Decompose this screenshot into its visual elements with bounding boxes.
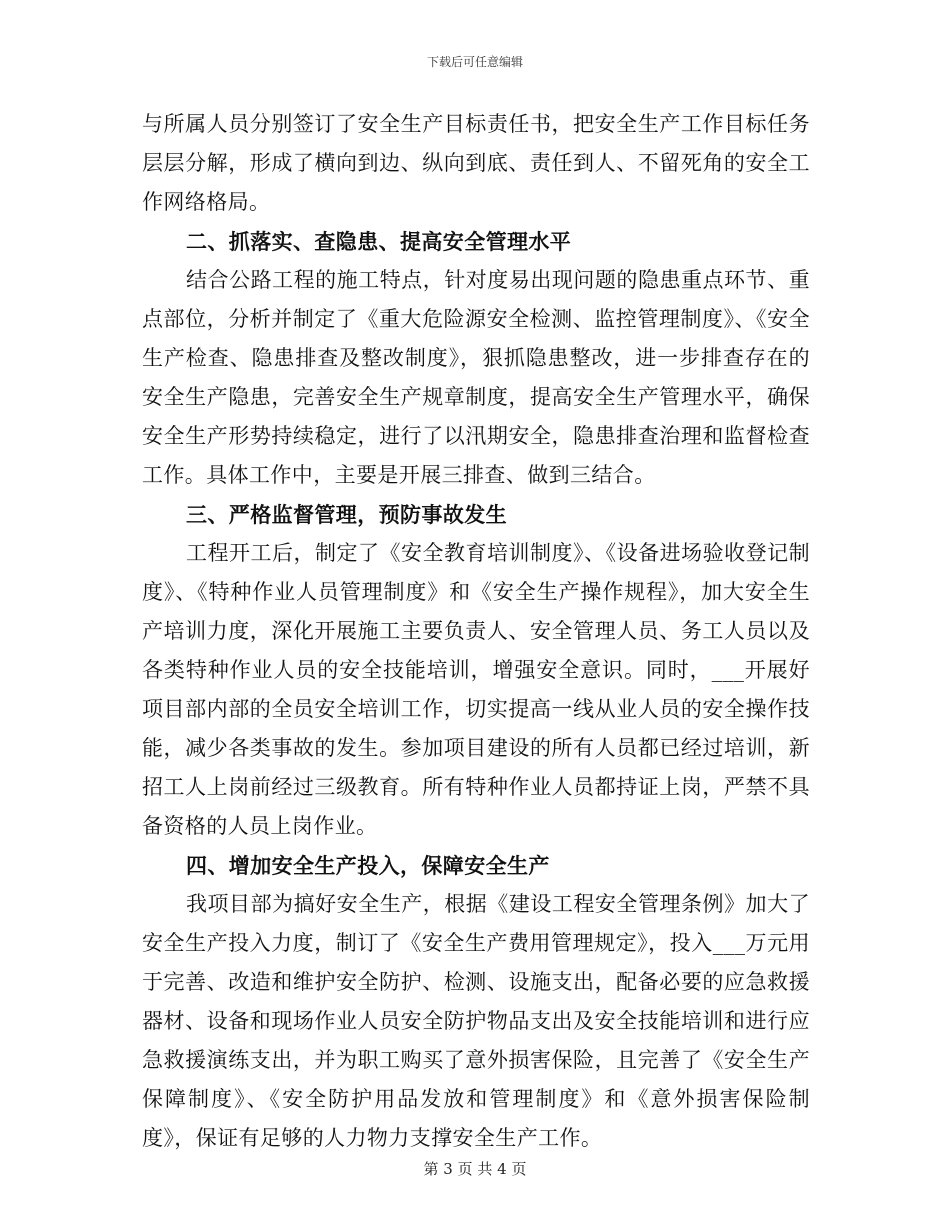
paragraph-investment: 我项目部为搞好安全生产，根据《建设工程安全管理条例》加大了安全生产投入力度，制订了《安全生产费用管理规定》，投入___万元用于完善、改造和维护安全防护、检测、设施支出，配备必要的应急救援器材、设备和现场作业人员安全防护物品支出及安全技能培训和进行应急救援演练支出，并为职工购买了意外损害保险，且完善了《安全生产保障制度》、《安全防护用品发放和管理制度》和《意外损害保险制度》，保证有足够的人力物力支撑安全生产工作。 [142, 892, 810, 1150]
paragraph-continuation: 与所属人员分别签订了安全生产目标责任书，把安全生产工作目标任务层层分解，形成了横向到边、纵向到底、责任到人、不留死角的安全工作网络格局。 [142, 112, 810, 214]
paragraph-hazard-inspection: 结合公路工程的施工特点，针对度易出现问题的隐患重点环节、重点部位，分析并制定了《重大危险源安全检测、监控管理制度》、《安全生产检查、隐患排查及整改制度》，狠抓隐患整改，进一步排查存在的安全生产隐患，完善安全生产规章制度，提高安全生产管理水平，确保安全生产形势持续稳定，进行了以汛期安全，隐患排查治理和监督检查工作。具体工作中，主要是开展三排查、做到三结合。 [142, 268, 810, 487]
document-body [142, 105, 810, 1158]
page-header: 下载后可任意编辑 [426, 55, 523, 69]
paragraph-supervision: 工程开工后，制定了《安全教育培训制度》、《设备进场验收登记制度》、《特种作业人员管理制度》和《安全生产操作规程》，加大安全生产培训力度，深化开展施工主要负责人、安全管理人员、务工人员以及各类特种作业人员的安全技能培训，增强安全意识。同时，___开展好项目部内部的全员安全培训工作，切实提高一线从业人员的安全操作技能，减少各类事故的发生。参加项目建设的所有人员都已经过培训，新招工人上岗前经过三级教育。所有特种作业人员都持证上岗，严禁不具备资格的人员上岗作业。 [142, 541, 810, 838]
section-heading-3: 三、严格监督管理，预防事故发生 [186, 502, 507, 527]
section-heading-2: 二、抓落实、查隐患、提高安全管理水平 [186, 229, 572, 254]
section-heading-4: 四、增加安全生产投入，保障安全生产 [186, 853, 550, 878]
page-number: 第 3 页 共 4 页 [423, 1160, 527, 1178]
